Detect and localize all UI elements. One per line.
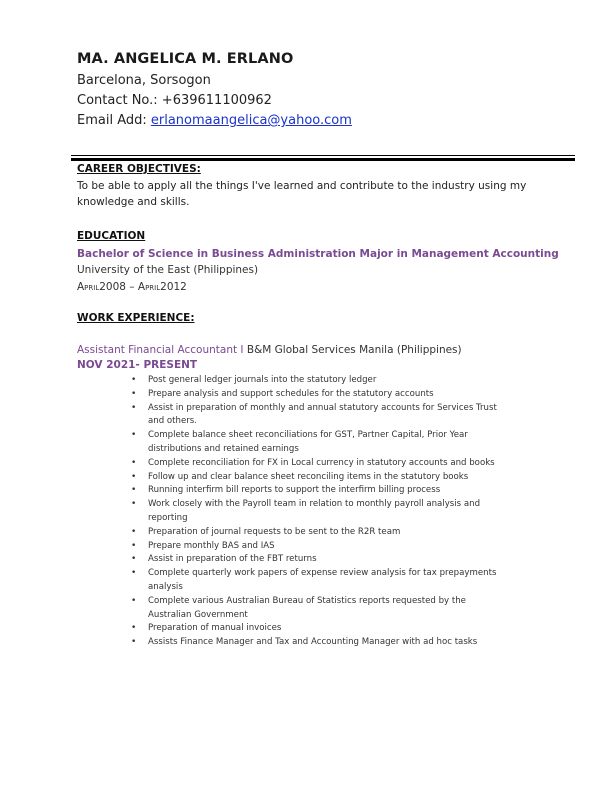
duty-item: [131, 498, 511, 526]
duty-item: [131, 429, 511, 457]
duty-text: Complete various Australian Bureau of Statistics reports requested by the Australian Government: [148, 595, 466, 620]
applicant-name: MA. ANGELICA M. ERLANO: [77, 51, 294, 67]
bullet-icon: •: [131, 471, 137, 482]
address-line: Barcelona, Sorsogon: [77, 73, 211, 88]
bullet-icon: •: [131, 499, 137, 510]
end-month: April: [137, 281, 161, 293]
duty-text: Work closely with the Payroll team in relation to monthly payroll analysis and reporting: [148, 499, 481, 523]
bullet-icon: •: [131, 623, 137, 634]
duty-text: Prepare monthly BAS and IAS: [148, 540, 275, 551]
bullet-icon: •: [131, 526, 137, 537]
duty-item: [131, 567, 511, 595]
duty-item: [131, 388, 511, 402]
duty-item: [131, 540, 511, 554]
duty-item: [131, 374, 511, 388]
duty-text: Complete quarterly work papers of expense review analysis for tax prepayments analysis: [148, 568, 497, 592]
duty-text: Prepare analysis and support schedules for the statutory accounts: [148, 388, 434, 399]
bullet-icon: •: [131, 540, 137, 551]
job-line: [77, 344, 462, 356]
end-year: 2012: [160, 281, 187, 293]
start-year: 2008: [99, 281, 126, 293]
bullet-icon: •: [131, 485, 137, 496]
duty-item: [131, 471, 511, 485]
education-dates: [77, 281, 187, 293]
date-separator: –: [125, 281, 138, 293]
duty-text: Follow up and clear balance sheet reconciling items in the statutory books: [148, 471, 469, 482]
duty-text: Assists Finance Manager and Tax and Accounting Manager with ad hoc tasks: [148, 637, 478, 648]
email-link[interactable]: erlanomaangelica@yahoo.com: [150, 113, 352, 128]
divider-thick: [71, 158, 575, 161]
email-label: Email Add:: [77, 113, 151, 128]
duty-text: Preparation of journal requests to be sent to the R2R team: [148, 526, 401, 537]
bullet-icon: •: [131, 375, 137, 385]
duty-item: [131, 595, 511, 623]
duty-text: Complete balance sheet reconciliations for GST, Partner Capital, Prior Year distributions and retained earnings: [148, 430, 468, 454]
employment-period: NOV 2021- PRESENT: [77, 359, 198, 371]
career-heading: CAREER OBJECTIVES:: [77, 163, 201, 175]
duty-text: Complete reconciliation for FX in Local currency in statutory accounts and books: [148, 457, 495, 468]
duty-item: [131, 526, 511, 540]
bullet-icon: •: [131, 568, 137, 579]
bullet-icon: •: [131, 595, 137, 606]
company-name: B&M Global Services Manila (Philippines): [246, 344, 462, 356]
divider-thin: [71, 155, 575, 156]
start-month: April: [77, 281, 100, 293]
duty-text: Assist in preparation of monthly and annual statutory accounts for Services Trust and others.: [148, 402, 497, 427]
education-heading: EDUCATION: [77, 230, 146, 242]
duty-item: [131, 622, 511, 636]
bullet-icon: •: [131, 457, 137, 468]
job-title: Assistant Financial Accountant I: [77, 344, 247, 356]
duty-text: Assist in preparation of the FBT returns: [148, 554, 317, 565]
duties-list: [131, 374, 511, 650]
bullet-icon: •: [131, 402, 137, 413]
duty-text: Post general ledger journals into the statutory ledger: [148, 375, 377, 385]
degree-title: Bachelor of Science in Business Administration Major in Management Accounting: [77, 248, 559, 260]
bullet-icon: •: [131, 554, 137, 565]
duty-text: Running interfirm bill reports to support the interfirm billing process: [148, 485, 441, 496]
email-line: [77, 113, 352, 128]
duty-item: [131, 636, 511, 650]
work-heading: WORK EXPERIENCE:: [77, 312, 195, 324]
bullet-icon: •: [131, 430, 137, 441]
career-text: To be able to apply all the things I've learned and contribute to the industry using my knowledge and skills.: [77, 180, 527, 208]
duty-item: [131, 484, 511, 498]
contact-line: Contact No.: +639611100962: [77, 93, 272, 108]
duty-item: [131, 553, 511, 567]
duty-item: [131, 402, 511, 430]
duty-text: Preparation of manual invoices: [148, 623, 282, 634]
duty-item: [131, 457, 511, 471]
bullet-icon: •: [131, 637, 137, 648]
school-name: University of the East (Philippines): [77, 264, 259, 276]
bullet-icon: •: [131, 388, 137, 399]
